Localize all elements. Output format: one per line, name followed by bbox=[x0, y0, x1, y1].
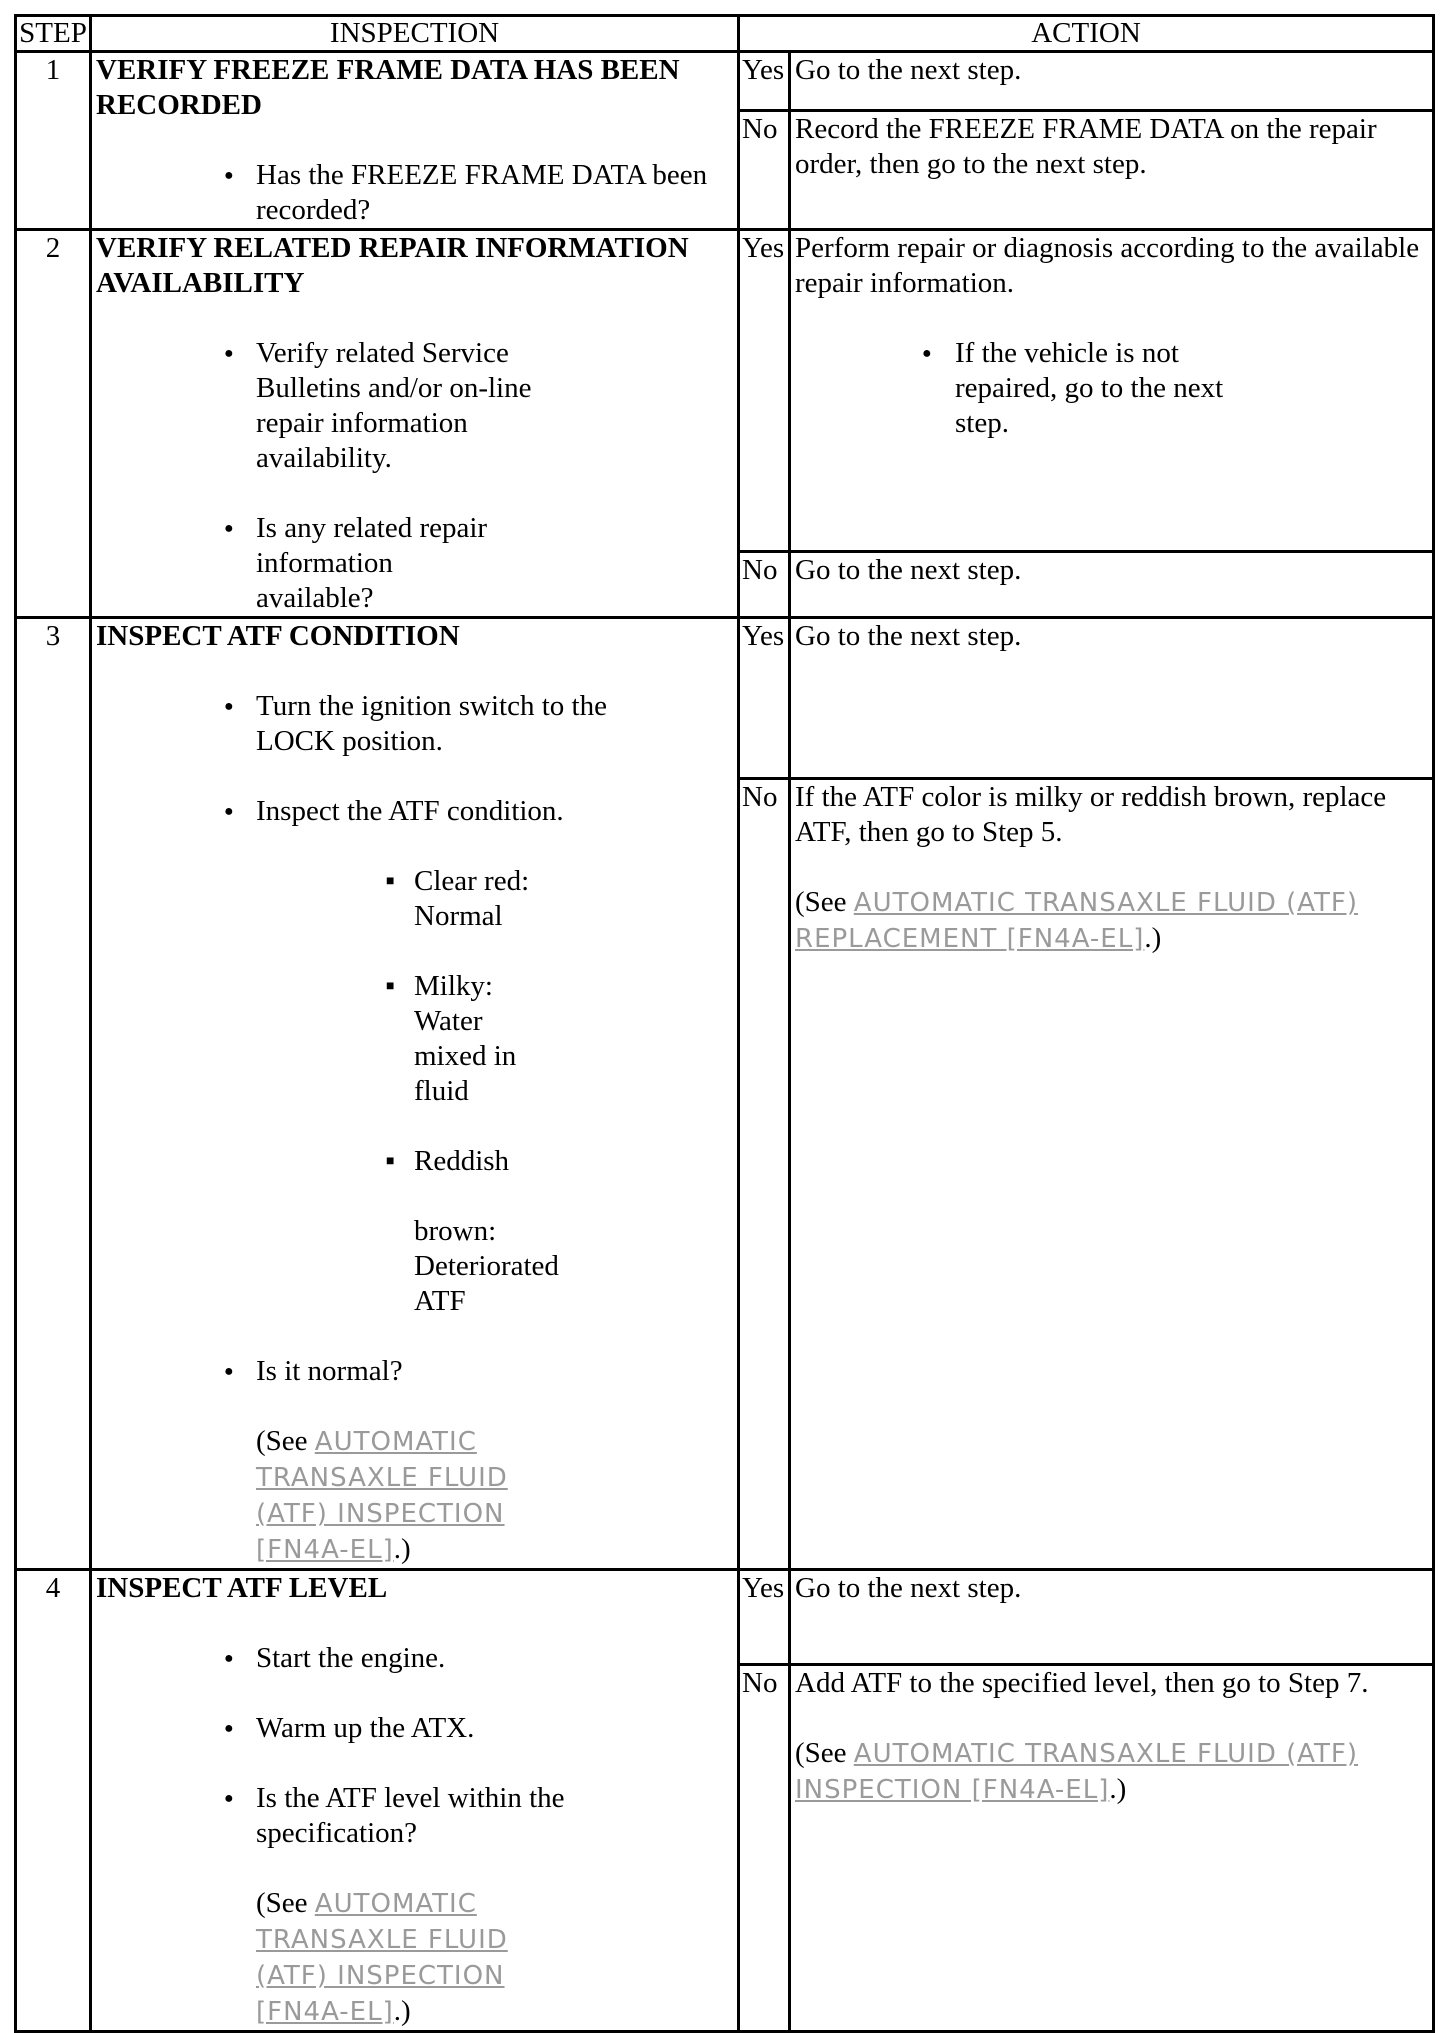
step-1-yes-row bbox=[16, 52, 1434, 111]
yes-label: Yes bbox=[739, 52, 790, 111]
inspection-bullets bbox=[96, 1641, 733, 1851]
inspection-bullet: ● Has the FREEZE FRAME DATA been recorded? bbox=[96, 158, 733, 228]
inspection-cell bbox=[91, 1570, 739, 2032]
no-action: Go to the next step. bbox=[790, 552, 1434, 618]
header-row bbox=[16, 16, 1434, 52]
reference-prefix: (See bbox=[256, 1425, 315, 1457]
inspection-bullet: ● Start the engine. bbox=[96, 1641, 733, 1676]
inspection-bullet: ● Warm up the ATX. bbox=[96, 1711, 733, 1746]
no-action: Record the FREEZE FRAME DATA on the repair order, then go to the next step. bbox=[790, 110, 1434, 229]
inspection-bullets bbox=[96, 158, 733, 228]
step-number: 2 bbox=[16, 230, 91, 618]
reference-prefix: (See bbox=[795, 886, 854, 919]
yes-sub-bullet: ● If the vehicle is not repaired, go to the next step. bbox=[795, 336, 1255, 441]
no-label: No bbox=[739, 1664, 790, 2031]
inspection-bullet: ● Verify related Service Bulletins and/or on-line repair information availability. bbox=[96, 336, 546, 476]
step-number: 4 bbox=[16, 1570, 91, 2032]
diagnostic-table bbox=[14, 14, 1435, 2033]
reference-suffix: .) bbox=[393, 1533, 411, 1565]
step-4-yes-row bbox=[16, 1570, 1434, 1665]
condition-continuation: brown: Deteriorated ATF bbox=[414, 1215, 559, 1317]
yes-action: Go to the next step. bbox=[790, 52, 1434, 111]
header-inspection: INSPECTION bbox=[91, 16, 739, 52]
yes-action: Perform repair or diagnosis according to the available repair information. bbox=[795, 232, 1420, 299]
atf-inspection-link[interactable]: AUTOMATIC TRANSAXLE FLUID (ATF) INSPECTION [FN4A-EL] bbox=[256, 1889, 508, 2027]
no-action-cell bbox=[790, 1664, 1434, 2031]
no-action: Add ATF to the specified level, then go to Step 7. bbox=[795, 1666, 1369, 1699]
reference-prefix: (See bbox=[256, 1887, 315, 1919]
header-action: ACTION bbox=[739, 16, 1434, 52]
no-action: If the ATF color is milky or reddish brown, replace ATF, then go to Step 5. bbox=[795, 781, 1387, 849]
no-label: No bbox=[739, 110, 790, 229]
inspection-bullets bbox=[96, 1354, 733, 1389]
no-label: No bbox=[739, 552, 790, 618]
atf-inspection-link[interactable]: AUTOMATIC TRANSAXLE FLUID (ATF) INSPECTION [FN4A-EL] bbox=[256, 1427, 508, 1565]
inspection-bullets bbox=[96, 689, 733, 829]
inspection-bullet: ● Is any related repair information available? bbox=[96, 511, 506, 616]
step-title: VERIFY RELATED REPAIR INFORMATION AVAILABILITY bbox=[96, 232, 689, 299]
inspection-cell bbox=[91, 618, 739, 1570]
step-title: INSPECT ATF CONDITION bbox=[96, 620, 460, 652]
reference-prefix: (See bbox=[795, 1736, 854, 1769]
yes-label: Yes bbox=[739, 230, 790, 552]
inspection-bullets bbox=[96, 336, 733, 616]
step-2-yes-row bbox=[16, 230, 1434, 552]
yes-label: Yes bbox=[739, 1570, 790, 1665]
inspection-bullet: ● Inspect the ATF condition. bbox=[96, 794, 733, 829]
reference-suffix: .) bbox=[393, 1995, 411, 2027]
reference bbox=[96, 1424, 586, 1568]
diagnostic-procedure-page bbox=[14, 14, 1432, 2033]
step-title: VERIFY FREEZE FRAME DATA HAS BEEN RECORDED bbox=[96, 54, 680, 121]
no-action-cell bbox=[790, 779, 1434, 1570]
condition-bullets bbox=[96, 864, 733, 1179]
reference bbox=[795, 1736, 1428, 1808]
no-label: No bbox=[739, 779, 790, 1570]
header-step: STEP bbox=[16, 16, 91, 52]
reference bbox=[795, 885, 1428, 957]
inspection-bullet: ● Is the ATF level within the specification? bbox=[96, 1781, 636, 1851]
reference-suffix: .) bbox=[1109, 1772, 1127, 1805]
condition-bullet: ■ Reddish bbox=[96, 1144, 604, 1179]
inspection-bullet: ● Is it normal? bbox=[96, 1354, 733, 1389]
atf-inspection-link[interactable]: AUTOMATIC TRANSAXLE FLUID (ATF) INSPECTION [FN4A-EL] bbox=[795, 1738, 1359, 1805]
step-number: 1 bbox=[16, 52, 91, 230]
step-title: INSPECT ATF LEVEL bbox=[96, 1572, 388, 1604]
reference bbox=[96, 1886, 586, 2030]
inspection-cell bbox=[91, 230, 739, 618]
inspection-cell bbox=[91, 52, 739, 230]
yes-action-cell bbox=[790, 230, 1434, 552]
inspection-bullet: ● Turn the ignition switch to the LOCK position. bbox=[96, 689, 656, 759]
step-number: 3 bbox=[16, 618, 91, 1570]
yes-action: Go to the next step. bbox=[790, 1570, 1434, 1665]
yes-action: Go to the next step. bbox=[790, 618, 1434, 779]
condition-bullet: ■ Milky: Water mixed in fluid bbox=[96, 969, 524, 1109]
atf-replacement-link[interactable]: AUTOMATIC TRANSAXLE FLUID (ATF) REPLACEMENT [FN4A-EL] bbox=[795, 888, 1359, 955]
step-3-yes-row bbox=[16, 618, 1434, 779]
yes-label: Yes bbox=[739, 618, 790, 779]
condition-bullet: ■ Clear red: Normal bbox=[96, 864, 544, 934]
reference-suffix: .) bbox=[1144, 922, 1162, 955]
